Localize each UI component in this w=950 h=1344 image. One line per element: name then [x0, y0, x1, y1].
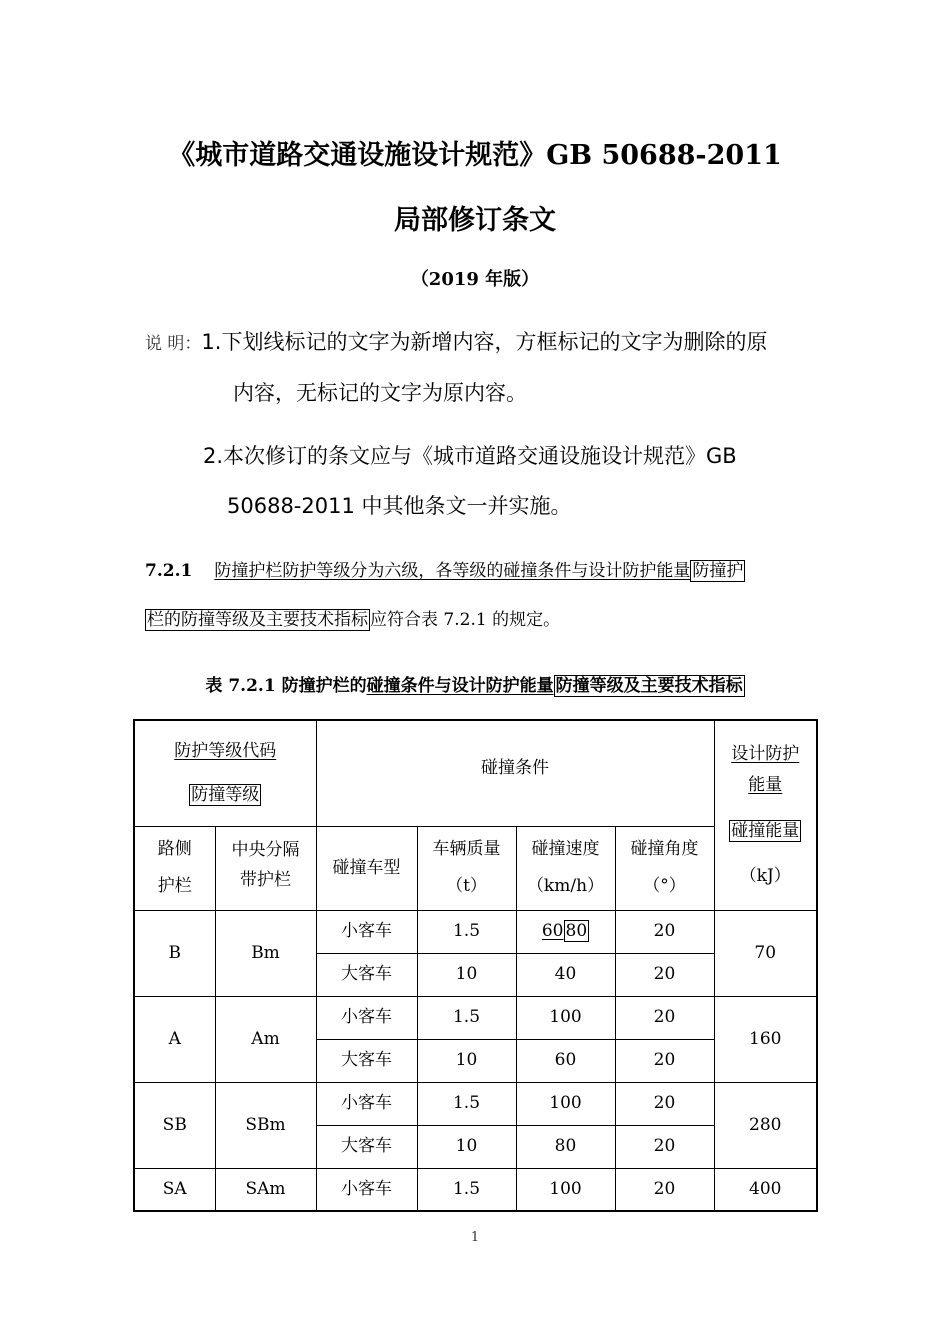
cell-angle: 20 [615, 1168, 714, 1211]
cell-vehicle: 大客车 [316, 953, 417, 996]
doc-subtitle: 局部修订条文 [394, 205, 556, 236]
cell-vehicle: 大客车 [316, 1039, 417, 1082]
cell-road: A [134, 996, 215, 1082]
cell-median: SAm [215, 1168, 316, 1211]
header-median-a: 中央分隔 [231, 839, 300, 860]
cell-energy: 160 [714, 996, 817, 1082]
cell-road: B [134, 910, 215, 996]
table-row [134, 996, 817, 1039]
header-speed-unit: （km/h） [526, 876, 605, 896]
cell-speed: 40 [516, 953, 615, 996]
header-roadside [134, 826, 215, 910]
header-vehicle: 碰撞车型 [316, 826, 417, 910]
cell-angle: 20 [615, 996, 714, 1039]
cell-speed: 100 [516, 1082, 615, 1125]
header-energy [714, 720, 817, 910]
note-1-text: 1.下划线标记的文字为新增内容，方框标记的文字为删除的原 [201, 330, 768, 354]
header-roadside-b: 护栏 [157, 876, 192, 896]
cell-vehicle: 小客车 [316, 910, 417, 953]
header-conditions: 碰撞条件 [316, 720, 714, 826]
note-1-continued: 内容，无标记的文字为原内容。 [233, 381, 527, 405]
cell-road: SB [134, 1082, 215, 1168]
cell-vehicle: 小客车 [316, 1168, 417, 1211]
header-energy-old-text: 碰撞能量 [731, 821, 800, 842]
cell-vehicle: 小客车 [316, 1082, 417, 1125]
cell-angle: 20 [615, 1082, 714, 1125]
clause-line-2 [145, 605, 560, 630]
caption-added: 碰撞条件与设计防护能量 [366, 676, 554, 696]
header-roadside-a: 路侧 [157, 839, 192, 860]
cell-road: SA [134, 1168, 215, 1211]
caption-deleted: 防撞等级及主要技术指标 [555, 676, 743, 696]
cell-mass: 10 [417, 1125, 516, 1168]
header-median [215, 826, 316, 910]
note-2: 2.本次修订的条文应与《城市道路交通设施设计规范》GB [203, 444, 737, 468]
table-row [134, 910, 817, 953]
note-1 [145, 326, 767, 356]
table-row [134, 1082, 817, 1125]
cell-angle: 20 [615, 910, 714, 953]
cell-mass: 1.5 [417, 1168, 516, 1211]
header-energy-text-b: 能量 [748, 774, 783, 795]
cell-vehicle: 小客车 [316, 996, 417, 1039]
clause-added-text: 防撞护栏防护等级分为六级，各等级的碰撞条件与设计防护能量 [214, 561, 691, 581]
table-caption [0, 671, 950, 696]
header-mass-unit: （t） [446, 876, 487, 896]
caption-prefix: 表 7.2.1 防撞护栏的 [205, 676, 367, 696]
header-energy-unit: （kJ） [739, 865, 791, 886]
cell-speed: 100 [516, 1168, 615, 1211]
header-level-code-text: 防护等级代码 [174, 740, 277, 761]
header-angle [615, 826, 714, 910]
cell-vehicle: 大客车 [316, 1125, 417, 1168]
header-speed-label: 碰撞速度 [531, 839, 600, 860]
header-mass-label: 车辆质量 [432, 839, 501, 860]
protection-level-table [133, 719, 818, 1212]
header-median-b: 带护栏 [240, 870, 291, 891]
header-angle-label: 碰撞角度 [630, 839, 699, 860]
doc-edition: （2019 年版） [410, 269, 540, 290]
cell-mass: 1.5 [417, 996, 516, 1039]
table-row [134, 1168, 817, 1211]
cell-median: Bm [215, 910, 316, 996]
cell-mass: 10 [417, 953, 516, 996]
note-2-continued: 50688-2011 中其他条文一并实施。 [227, 494, 572, 518]
header-angle-unit: （°） [643, 876, 686, 896]
note-label: 说 明： [145, 334, 202, 354]
doc-title: 《城市道路交通设施设计规范》GB 50688-2011 [168, 140, 782, 171]
clause-deleted-text: 防撞护 [692, 561, 744, 581]
speed-new: 60 [541, 921, 564, 942]
cell-speed: 60 [516, 1039, 615, 1082]
header-speed [516, 826, 615, 910]
clause-end-text: 应符合表 7.2.1 的规定。 [370, 610, 561, 630]
header-level-code [134, 720, 316, 826]
cell-median: SBm [215, 1082, 316, 1168]
clause-deleted-text-cont: 栏的防撞等级及主要技术指标 [147, 610, 368, 630]
cell-angle: 20 [615, 953, 714, 996]
cell-speed [516, 910, 615, 953]
clause-line-1 [145, 556, 745, 581]
cell-energy: 280 [714, 1082, 817, 1168]
header-mass [417, 826, 516, 910]
cell-median: Am [215, 996, 316, 1082]
cell-angle: 20 [615, 1039, 714, 1082]
cell-angle: 20 [615, 1125, 714, 1168]
clause-number: 7.2.1 [145, 561, 193, 581]
cell-energy: 400 [714, 1168, 817, 1211]
cell-speed: 100 [516, 996, 615, 1039]
cell-mass: 10 [417, 1039, 516, 1082]
cell-mass: 1.5 [417, 910, 516, 953]
cell-energy: 70 [714, 910, 817, 996]
cell-speed: 80 [516, 1125, 615, 1168]
header-energy-text-a: 设计防护 [731, 744, 800, 765]
page-number: 1 [470, 1230, 480, 1245]
header-level-old-text: 防撞等级 [191, 785, 260, 806]
speed-old: 80 [565, 921, 588, 942]
cell-mass: 1.5 [417, 1082, 516, 1125]
